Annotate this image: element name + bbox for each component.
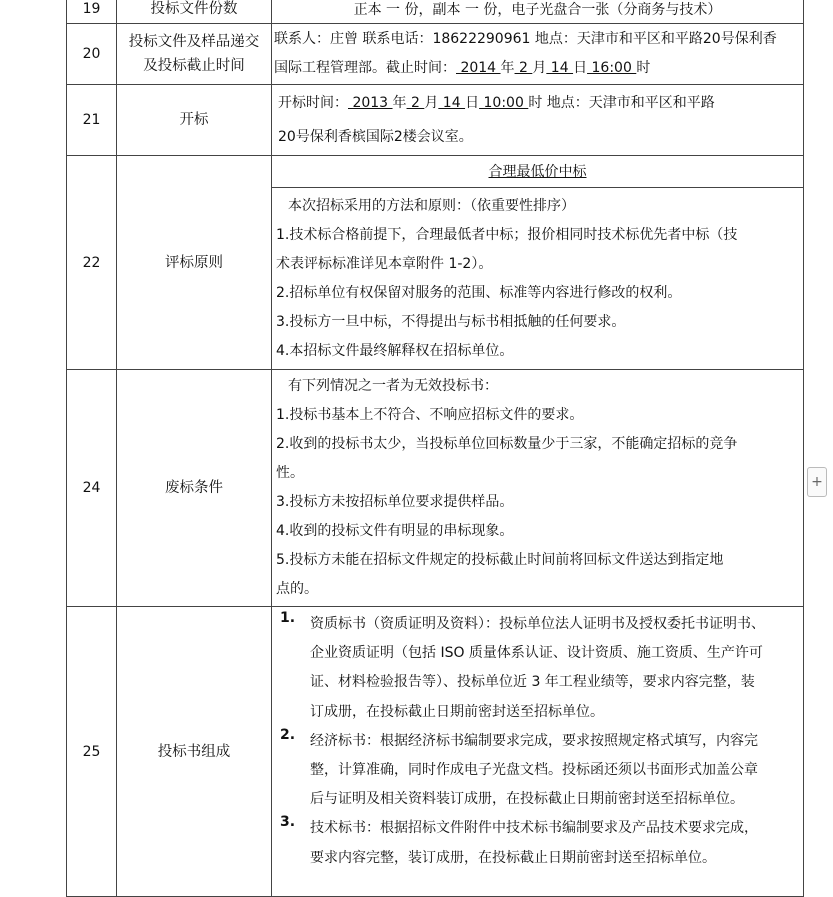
deadline-year: 2014 — [456, 60, 501, 76]
month-unit: 月 — [424, 95, 439, 111]
text-line: 3.投标方一旦中标，不得提出与标书相抵触的任何要求。 — [276, 313, 626, 330]
row-item: 废标条件 — [117, 370, 272, 607]
time-unit: 时 — [636, 60, 651, 76]
text-line: 后与证明及相关资料装订成册，在投标截止日期前密封送至招标单位。 — [310, 791, 744, 808]
list-number: 3. — [280, 814, 296, 831]
deadline-time: 16:00 — [587, 60, 637, 76]
text-line: 4.本招标文件最终解释权在招标单位。 — [276, 342, 514, 359]
row-content — [272, 85, 804, 156]
time-unit: 时 — [528, 95, 543, 111]
text-line: 2.招标单位有权保留对服务的范围、标准等内容进行修改的权利。 — [276, 284, 682, 301]
month-unit: 月 — [532, 60, 547, 76]
text-line: 性。 — [276, 465, 304, 481]
tender-info-table — [66, 0, 804, 897]
day-unit: 日 — [573, 60, 588, 76]
row-number: 24 — [67, 370, 117, 607]
opening-place-line: 20号保利香槟国际2楼会议室。 — [278, 129, 473, 145]
text-line: 术表评标标准详见本章附件 1-2）。 — [276, 255, 493, 272]
row-content: 正本 一 份，副本 一 份，电子光盘合一张（分商务与技术） — [272, 0, 804, 24]
deadline-label: 国际工程管理部。截止时间： — [274, 60, 456, 76]
opening-time: 10:00 — [479, 95, 529, 111]
text-line: 资质标书（资质证明及资料）：投标单位法人证明书及授权委托书证明书、 — [310, 616, 765, 632]
opening-time-line — [272, 86, 803, 120]
side-expand-handle[interactable]: + — [807, 467, 827, 497]
text-line: 本次招标采用的方法和原则：（依重要性排序） — [288, 197, 575, 214]
list-item — [278, 814, 797, 872]
text-line: 3.投标方未按招标单位要求提供样品。 — [276, 494, 514, 510]
text-line: 5.投标方未能在招标文件规定的投标截止时间前将回标文件送达到指定地 — [276, 552, 724, 568]
opening-day: 14 — [438, 95, 466, 111]
list-number: 1. — [280, 610, 296, 626]
opening-place: 地点：天津市和平区和平路 — [542, 95, 715, 111]
deadline-day: 14 — [546, 60, 574, 76]
deadline-month: 2 — [514, 60, 533, 76]
list-number: 2. — [280, 726, 296, 743]
evaluation-method-text: 合理最低价中标 — [488, 163, 587, 180]
row-content — [272, 188, 804, 370]
text-line: 整，计算准确，同时作成电子光盘文档。投标函还须以书面形式加盖公章 — [310, 762, 758, 779]
row-item: 开标 — [117, 85, 272, 156]
row-item: 投标书组成 — [117, 607, 272, 897]
deadline-line — [272, 54, 803, 83]
text-line: 2.收到的投标书太少，当投标单位回标数量少于三家，不能确定招标的竞争 — [276, 436, 738, 452]
table-row — [67, 370, 804, 607]
contact-line: 联系人：庄曾 联系电话：18622290961 地点：天津市和平区和平路20号保利香 — [274, 31, 777, 47]
row-content — [272, 607, 804, 897]
row-number: 21 — [67, 85, 117, 156]
list-item — [278, 727, 797, 815]
table-row — [67, 24, 804, 85]
table-row — [67, 85, 804, 156]
text-line: 技术标书：根据招标文件附件中技术标书编制要求及产品技术要求完成， — [310, 820, 758, 837]
row-number: 25 — [67, 607, 117, 897]
text-line: 1.投标书基本上不符合、不响应招标文件的要求。 — [276, 407, 584, 423]
row-item — [117, 24, 272, 85]
text-line: 要求内容完整，装订成册，在投标截止日期前密封送至招标单位。 — [310, 849, 716, 866]
opening-label: 开标时间： — [278, 95, 348, 111]
opening-month: 2 — [406, 95, 425, 111]
table-row — [67, 156, 804, 188]
text-line: 经济标书：根据经济标书编制要求完成，要求按照规定格式填写，内容完 — [310, 732, 758, 749]
row-number: 22 — [67, 156, 117, 370]
text-line: 企业资质证明（包括 ISO 质量体系认证、设计资质、施工资质、生产许可 — [310, 645, 763, 662]
text-line: 4.收到的投标文件有明显的串标现象。 — [276, 523, 514, 539]
evaluation-method — [272, 156, 804, 188]
row-item: 投标文件份数 — [117, 0, 272, 24]
year-unit: 年 — [392, 95, 407, 111]
row-content — [272, 24, 804, 85]
row-number: 20 — [67, 24, 117, 85]
table-row — [67, 0, 804, 24]
list-item — [278, 610, 797, 727]
text-line: 点的。 — [276, 581, 318, 597]
text-line: 有下列情况之一者为无效投标书： — [288, 378, 498, 394]
row-item-line: 及投标截止时间 — [143, 58, 245, 74]
row-number: 19 — [67, 0, 117, 24]
row-item: 评标原则 — [117, 156, 272, 370]
row-item-line: 投标文件及样品递交 — [128, 34, 260, 50]
day-unit: 日 — [465, 95, 480, 111]
text-line: 证、材料检验报告等）、投标单位近 3 年工程业绩等，要求内容完整，装 — [310, 674, 755, 691]
row-content — [272, 370, 804, 607]
text-line: 1.技术标合格前提下，合理最低者中标；报价相同时技术标优先者中标（技 — [276, 226, 738, 243]
year-unit: 年 — [500, 60, 515, 76]
opening-year: 2013 — [348, 95, 393, 111]
text-line: 订成册，在投标截止日期前密封送至招标单位。 — [310, 703, 604, 720]
table-row — [67, 607, 804, 897]
